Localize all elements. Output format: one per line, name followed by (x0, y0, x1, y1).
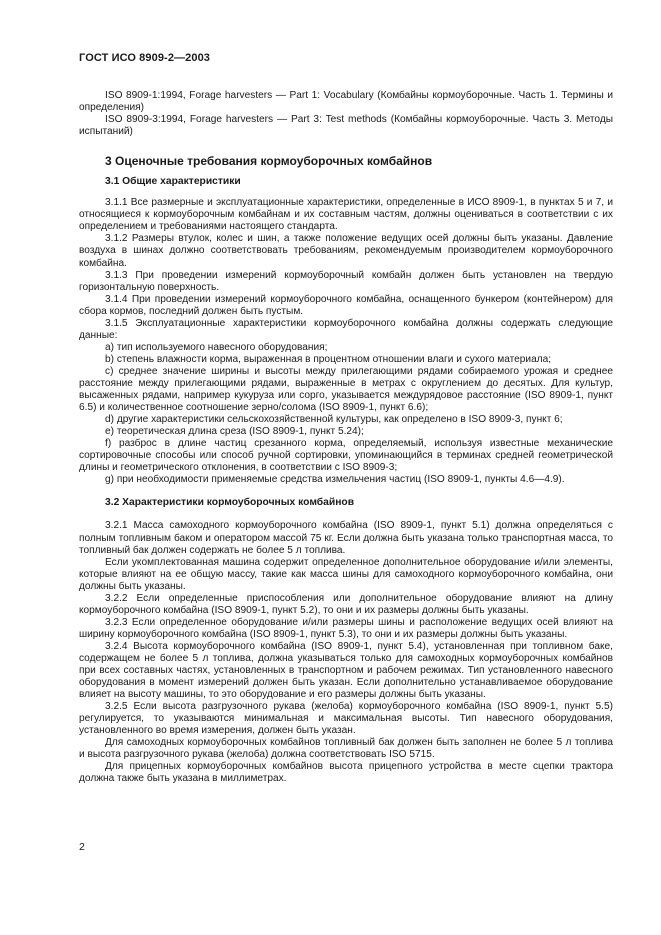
reference-iso-8909-1: ISO 8909-1:1994, Forage harvesters — Part 1: Vocabulary (Комбайны кормоуборочные. Часть 1. Термины и определения) (79, 90, 613, 114)
paragraph-3-2-5: 3.2.5 Если высота разгрузочного рукава (желоба) кормоуборочного комбайна (ISO 8909-1, пункт 5.5) регулируется, то указываются минимальная и максимальная высоты. Тип навесного оборудования, установленного во время измерения, должен быть указан. (79, 701, 613, 737)
list-item-e: e) теоретическая длина среза (ISO 8909-1, пункт 5.24); (105, 426, 364, 438)
list-item-b: b) степень влажности корма, выраженная в процентном отношении влаги и сухого материала; (105, 353, 552, 365)
paragraph-3-1-3: 3.1.3 При проведении измерений кормоуборочный комбайн должен быть установлен на твердую горизонтальную поверхность. (79, 269, 613, 293)
list-item-g: g) при необходимости применяемые средства измельчения частиц (ISO 8909-1, пункты 4.6—4.9). (105, 474, 565, 486)
document-header: ГОСТ ИСО 8909-2—2003 (79, 52, 211, 64)
paragraph-3-2-2: 3.2.2 Если определенные приспособления или дополнительное оборудование влияют на длину кормоуборочного комбайна (ISO 8909-1, пункт 5.2), то они и их размеры должны быть указаны. (79, 592, 613, 616)
section-3-heading: 3 Оценочные требования кормоуборочных комбайнов (105, 154, 433, 169)
paragraph-3-1-2: 3.1.2 Размеры втулок, колес и шин, а также положение ведущих осей должны быть указаны. Давление воздуха в шинах должно соответствовать требованиям, рекомендуемым производителем кормоуборочного комбайна. (79, 233, 613, 269)
paragraph-3-1-5: 3.1.5 Эксплуатационные характеристики кормоуборочного комбайна должны содержать следующие данные: (79, 317, 613, 341)
list-item-a: a) тип используемого навесного оборудования; (105, 341, 328, 353)
paragraph-3-2-1-continued: Если укомплектованная машина содержит определенное дополнительное оборудование и/или элементы, которые влияют на ее общую массу, такие как масса шины для самоходного кормоуборочного комбайна, они должны быть указаны. (79, 556, 613, 592)
paragraph-3-1-4: 3.1.4 При проведении измерений кормоуборочного комбайна, оснащенного бункером (контейнером) для сбора кормов, последний должен быть пустым. (79, 293, 613, 317)
paragraph-3-2-3: 3.2.3 Если определенное оборудование и/или размеры шины и расположение ведущих осей влияют на ширину кормоуборочного комбайна (ISO 8909-1, пункт 5.3), то они и их размеры должны быть указаны. (79, 616, 613, 640)
paragraph-3-2-1: 3.2.1 Масса самоходного кормоуборочного комбайна (ISO 8909-1, пункт 5.1) должна определяться с полным топливным баком и оператором массой 75 кг. Если должна быть указана только транспортная масса, то топливный бак должен содержать не более 5 л топлива. (79, 520, 613, 556)
paragraph-3-2-4: 3.2.4 Высота кормоуборочного комбайна (ISO 8909-1, пункт 5.4), установленная при топливном баке, содержащем не более 5 л топлива, должна указываться только для самоходных кормоуборочных комбайнов при всех составных частях, установленных в транспортном и рабочем режимах. Тип установленного навесного оборудования в момент измерений должен быть указан. Если дополнительно устанавливаемое оборудование влияет на высоту машины, то это оборудование и его размеры должны быть указаны. (79, 640, 613, 701)
document-body (79, 90, 613, 785)
reference-iso-8909-3: ISO 8909-3:1994, Forage harvesters — Part 3: Test methods (Комбайны кормоуборочные. Часть 3. Методы испытаний) (79, 114, 613, 138)
paragraph-3-1-1: 3.1.1 Все размерные и эксплуатационные характеристики, определенные в ИСО 8909-1, в пунктах 5 и 7, и относящиеся к кормоуборочным комбайнам и их составным частям, должны оцениваться в соответствии с их определением и требованиями настоящего стандарта. (79, 197, 613, 233)
list-item-f: f) разброс в длине частиц срезанного корма, определяемый, используя известные механические сортировочные способы или способ ручной сортировки, упоминающийся в терминах средней геометрической длины и геометрического отклонения, в соответствии с ISO 8909-3; (79, 438, 613, 474)
section-3-1-heading: 3.1 Общие характеристики (105, 176, 241, 188)
paragraph-3-2-5-continued: Для самоходных кормоуборочных комбайнов топливный бак должен быть заполнен не более 5 л топлива и высота разгрузочного рукава (желоба) должна соответствовать ISO 5715. (79, 737, 613, 761)
list-item-d: d) другие характеристики сельскохозяйственной культуры, как определено в ISO 8909-3, пункт 6; (105, 414, 563, 426)
section-3-2-heading: 3.2 Характеристики кормоуборочных комбайнов (105, 497, 355, 509)
paragraph-3-2-5-trailed: Для прицепных кормоуборочных комбайнов высота прицепного устройства в месте сцепки трактора должна также быть указана в миллиметрах. (79, 761, 613, 785)
page-number: 2 (79, 841, 85, 853)
list-item-c: c) среднее значение ширины и высоты между прилегающими рядами собираемого урожая и среднее расстояние между прилегающими рядами, выраженные в метрах с округлением до десятых. Для культур, высаженных рядами, например кукуруза или сорго, указывается междурядовое расстояние (ISO 8909-1, пункт 6.5) и количественное соотношение зерно/солома (ISO 8909-1, пункт 6.6); (79, 365, 613, 414)
